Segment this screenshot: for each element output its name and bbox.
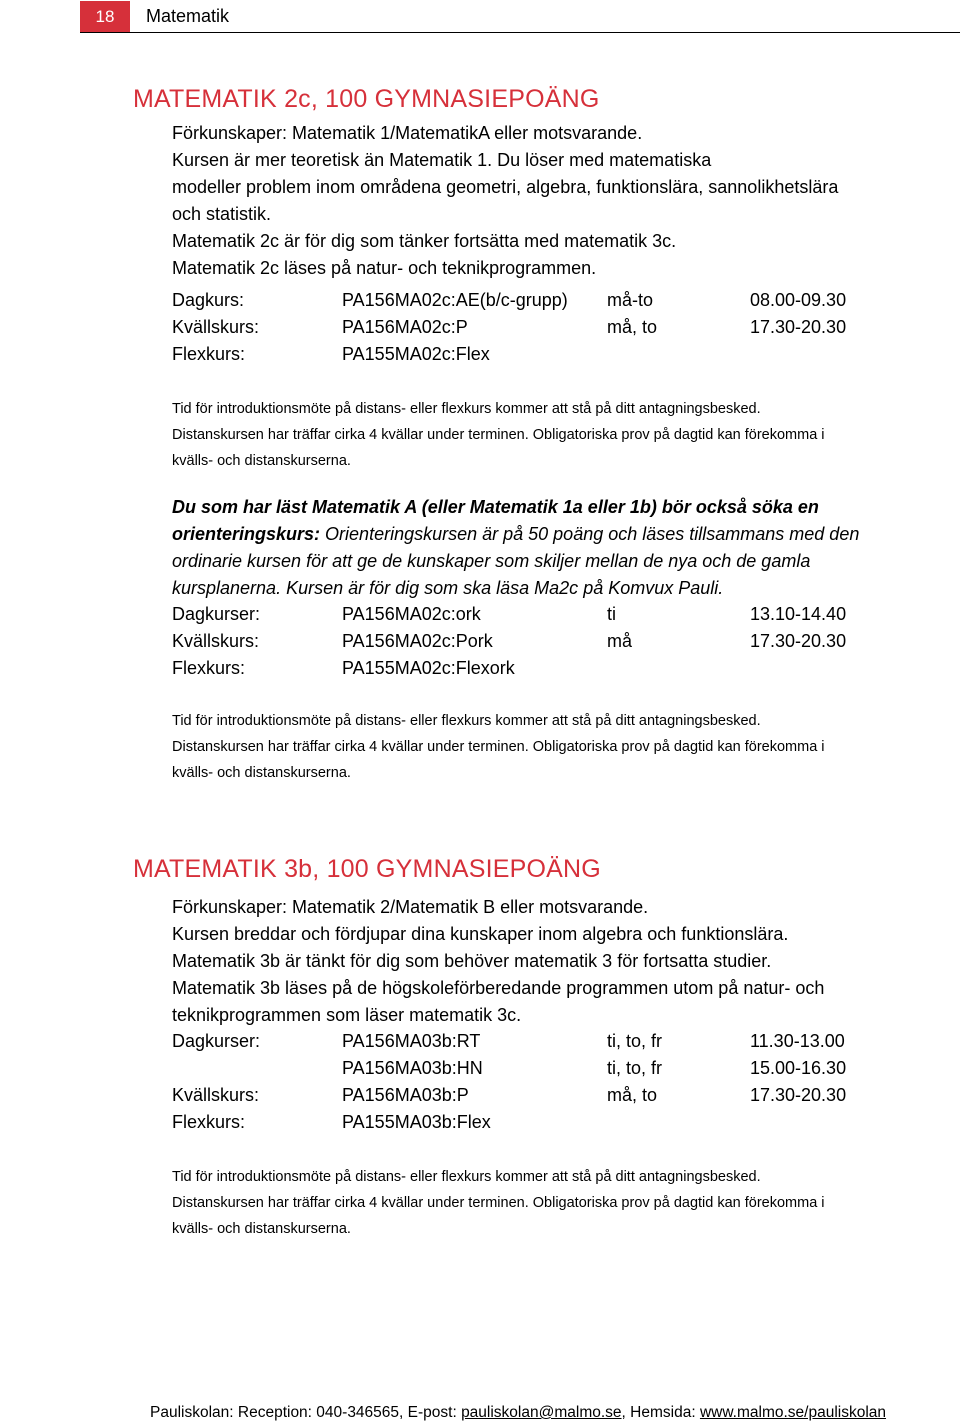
note-line: kvälls- och distanskurserna. [172,1221,351,1237]
course-time: 17.30-20.30 [750,1085,847,1105]
note-line: Distanskursen har träffar cirka 4 kvällar under terminen. Obligatoriska prov på dagtid kan förekomma i [172,427,825,443]
orientation-lead: Du som har läst Matematik A (eller Matematik 1a eller 1b) bör också söka en [172,497,819,517]
course-days: må-to [607,290,654,310]
note-line: Tid för introduktionsmöte på distans- eller flexkurs kommer att stå på ditt antagningsbesked. [172,713,761,729]
course-code: PA156MA02c:Pork [342,631,493,651]
course-days: må [607,631,633,651]
page-number-badge: 18 [80,1,130,32]
course-time: 13.10-14.40 [750,604,847,624]
course-time: 17.30-20.30 [750,631,847,651]
footer-contact: Pauliskolan: Reception: 040-346565, E-post: [150,1404,462,1421]
orientation-label: orienteringskurs: [172,524,321,544]
note-line: Tid för introduktionsmöte på distans- eller flexkurs kommer att stå på ditt antagningsbesked. [172,401,761,417]
section2-description [172,894,952,1029]
course-time: 15.00-16.30 [750,1058,847,1078]
desc-line: Matematik 2c är för dig som tänker fortsätta med matematik 3c. [172,231,677,251]
orientation-line: ordinarie kursen för att ge de kunskaper som skiljer mellan de nya och de gamla [172,551,811,571]
course-type: Flexkurs: [172,658,246,678]
desc-line: modeller problem inom områdena geometri, algebra, funktionslära, sannolikhetslära [172,177,839,197]
course-code: PA155MA03b:Flex [342,1112,491,1132]
schedule-row [172,344,932,371]
orientation-note [172,708,952,786]
course-days: ti, to, fr [607,1058,663,1078]
course-days: ti, to, fr [607,1031,663,1051]
course-time: 17.30-20.30 [750,317,847,337]
schedule-row [172,1112,932,1139]
section-title-matematik-2c: MATEMATIK 2c, 100 GYMNASIEPOÄNG [133,85,600,113]
schedule-row [172,1085,932,1112]
section2-note [172,1164,952,1242]
schedule-row [172,631,932,658]
schedule-row [172,604,932,631]
prereq-line: Förkunskaper: Matematik 1/MatematikA eller motsvarande. [172,123,643,143]
section1-schedule [172,290,932,371]
orientation-schedule [172,604,932,685]
orientation-line [172,521,952,548]
website-link[interactable]: www.malmo.se/pauliskolan [699,1404,887,1421]
note-line: Distanskursen har träffar cirka 4 kvällar under terminen. Obligatoriska prov på dagtid kan förekomma i [172,1195,825,1211]
course-code: PA155MA02c:Flex [342,344,490,364]
desc-line: Matematik 3b är tänkt för dig som behöver matematik 3 för fortsatta studier. [172,951,772,971]
course-type: Flexkurs: [172,1112,246,1132]
schedule-row [172,317,932,344]
header-divider [80,32,960,33]
desc-line: teknikprogrammen som läser matematik 3c. [172,1005,522,1025]
header-title: Matematik [146,6,230,26]
course-days: må, to [607,317,658,337]
orientation-text: Orienteringskursen är på 50 poäng och läses tillsammans med den [320,524,860,544]
course-type: Dagkurs: [172,290,245,310]
course-time: 11.30-13.00 [750,1031,845,1051]
note-line: kvälls- och distanskurserna. [172,765,351,781]
section1-note [172,396,952,474]
course-type: Dagkurser: [172,604,261,624]
note-line: kvälls- och distanskurserna. [172,453,351,469]
course-type: Kvällskurs: [172,631,260,651]
schedule-row [172,658,932,685]
section2-schedule [172,1031,932,1139]
course-code: PA155MA02c:Flexork [342,658,515,678]
course-code: PA156MA02c:ork [342,604,481,624]
course-code: PA156MA03b:P [342,1085,469,1105]
course-type: Kvällskurs: [172,317,260,337]
orientation-paragraph [172,494,952,602]
course-code: PA156MA02c:AE(b/c-grupp) [342,290,568,310]
schedule-row [172,1031,932,1058]
course-time: 08.00-09.30 [750,290,847,310]
course-type: Dagkurser: [172,1031,261,1051]
page-header [0,0,960,33]
orientation-line: kursplanerna. Kursen är för dig som ska läsa Ma2c på Komvux Pauli. [172,578,724,598]
course-code: PA156MA03b:HN [342,1058,483,1078]
course-days: må, to [607,1085,658,1105]
course-code: PA156MA02c:P [342,317,468,337]
course-code: PA156MA03b:RT [342,1031,481,1051]
course-days: ti [607,604,616,624]
desc-line: Matematik 3b läses på de högskoleförberedande programmen utom på natur- och [172,978,825,998]
footer-separator: , Hemsida: [621,1404,700,1421]
desc-line: Kursen breddar och fördjupar dina kunskaper inom algebra och funktionslära. [172,924,789,944]
desc-line: och statistik. [172,204,272,224]
note-line: Tid för introduktionsmöte på distans- eller flexkurs kommer att stå på ditt antagningsbesked. [172,1169,761,1185]
schedule-row [172,290,932,317]
course-type: Kvällskurs: [172,1085,260,1105]
course-type: Flexkurs: [172,344,246,364]
desc-line: Matematik 2c läses på natur- och teknikprogrammen. [172,258,597,278]
desc-line: Kursen är mer teoretisk än Matematik 1. Du löser med matematiska [172,150,712,170]
prereq-line: Förkunskaper: Matematik 2/Matematik B eller motsvarande. [172,897,649,917]
schedule-row [172,1058,932,1085]
note-line: Distanskursen har träffar cirka 4 kvällar under terminen. Obligatoriska prov på dagtid kan förekomma i [172,739,825,755]
section1-description [172,120,952,282]
page-footer [150,1404,886,1422]
email-link[interactable]: pauliskolan@malmo.se [461,1404,622,1421]
section-title-matematik-3b: MATEMATIK 3b, 100 GYMNASIEPOÄNG [133,855,601,883]
